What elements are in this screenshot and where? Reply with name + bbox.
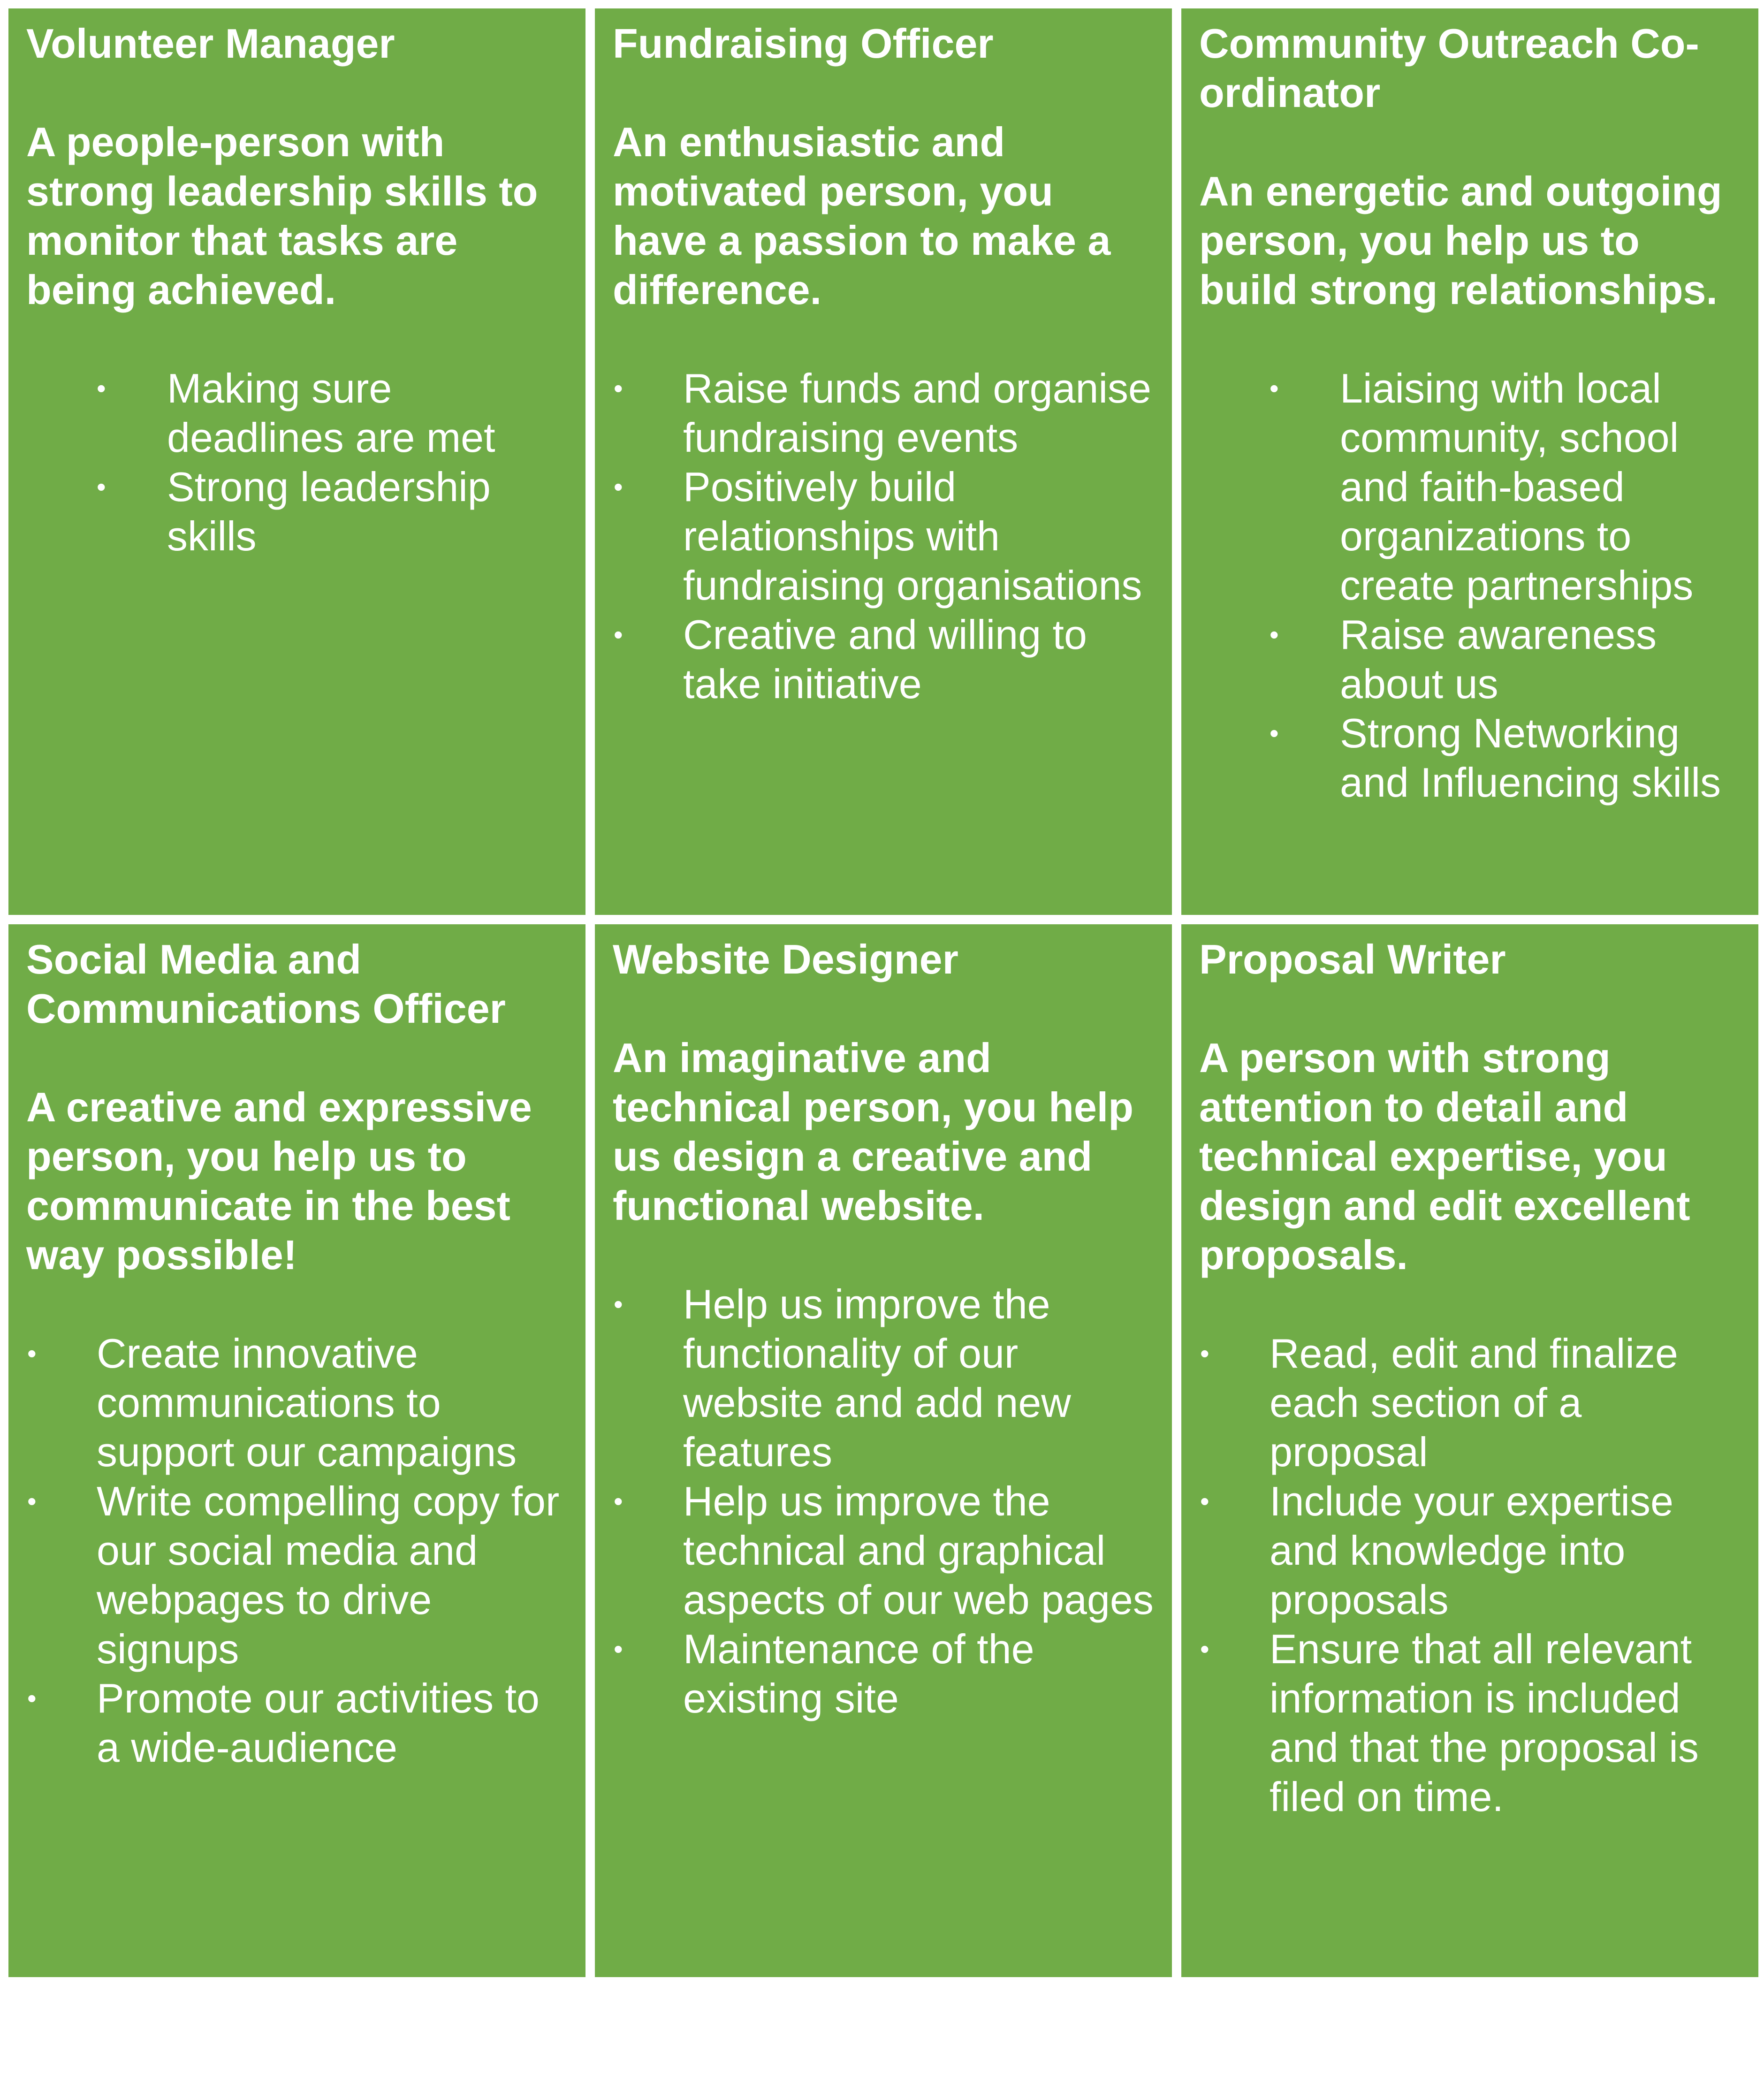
role-duties-list (613, 1279, 1155, 1723)
list-item-text: Maintenance of the existing site (683, 1626, 1034, 1721)
role-title: Fundraising Officer (613, 20, 994, 67)
list-item (26, 462, 569, 561)
list-item-text: Read, edit and finalize each section of a proposal (1270, 1330, 1678, 1475)
role-card-fundraising-officer (595, 8, 1172, 915)
list-item (613, 462, 1155, 610)
bullet-icon: • (614, 472, 623, 502)
list-item (613, 1624, 1155, 1723)
bullet-icon: • (1200, 1339, 1209, 1368)
role-duties-list (26, 1329, 569, 1772)
list-item (1199, 610, 1741, 708)
role-title: Website Designer (613, 936, 958, 982)
bullet-icon: • (27, 1683, 37, 1713)
list-item (1199, 364, 1741, 610)
list-item-text: Liaising with local community, school and faith-based organizations to create partnerships (1340, 365, 1694, 609)
role-title: Proposal Writer (1199, 936, 1506, 982)
list-item-text: Strong leadership skills (167, 464, 491, 559)
role-duties-list (26, 364, 569, 561)
role-title: Community Outreach Co-ordinator (1199, 20, 1699, 116)
role-card-community-outreach-coordinator (1181, 8, 1758, 915)
list-item-text: Positively build relationships with fundraising organisations (683, 464, 1142, 609)
role-description: An enthusiastic and motivated person, you have a passion to make a difference. (613, 119, 1111, 313)
role-title: Social Media and Communications Officer (26, 936, 506, 1032)
list-item-text: Ensure that all relevant information is included and that the proposal is filed on time. (1270, 1626, 1699, 1820)
role-description: An imaginative and technical person, you help us design a creative and functional website. (613, 1035, 1134, 1229)
bullet-icon: • (614, 1634, 623, 1664)
role-duties-list (613, 364, 1155, 708)
bullet-icon: • (1270, 373, 1279, 403)
list-item (613, 1279, 1155, 1477)
bullet-icon: • (614, 620, 623, 649)
bullet-icon: • (614, 1486, 623, 1516)
list-item-text: Creative and willing to take initiative (683, 611, 1087, 707)
role-card-volunteer-manager (8, 8, 585, 915)
list-item (1199, 1624, 1741, 1821)
bullet-icon: • (614, 373, 623, 403)
role-description: A person with strong attention to detail and technical expertise, you design and edit excellent proposals. (1199, 1035, 1690, 1278)
list-item-text: Raise awareness about us (1340, 611, 1657, 707)
list-item (26, 364, 569, 462)
list-item-text: Include your expertise and knowledge into proposals (1270, 1478, 1673, 1623)
list-item (1199, 1329, 1741, 1477)
list-item-text: Promote our activities to a wide-audience (97, 1675, 540, 1771)
list-item-text: Write compelling copy for our social media and webpages to drive signups (97, 1478, 560, 1672)
role-description: An energetic and outgoing person, you help us to build strong relationships. (1199, 168, 1722, 313)
role-card-social-media-officer (8, 924, 585, 1977)
bullet-icon: • (1270, 718, 1279, 748)
bullet-icon: • (1270, 620, 1279, 649)
bullet-icon: • (97, 373, 106, 403)
role-card-proposal-writer (1181, 924, 1758, 1977)
list-item-text: Strong Networking and Influencing skills (1340, 710, 1721, 806)
roles-grid (8, 8, 1758, 1984)
list-item (26, 1674, 569, 1772)
role-title: Volunteer Manager (26, 20, 395, 67)
role-duties-list (1199, 1329, 1741, 1821)
list-item-text: Help us improve the functionality of our website and add new features (683, 1281, 1071, 1475)
list-item-text: Create innovative communications to support our campaigns (97, 1330, 517, 1475)
bullet-icon: • (27, 1339, 37, 1368)
list-item (26, 1329, 569, 1477)
list-item-text: Help us improve the technical and graphical aspects of our web pages (683, 1478, 1154, 1623)
list-item (613, 364, 1155, 462)
list-item-text: Raise funds and organise fundraising events (683, 365, 1151, 461)
role-description: A people-person with strong leadership skills to monitor that tasks are being achieved. (26, 119, 538, 313)
list-item (613, 1477, 1155, 1624)
role-card-website-designer (595, 924, 1172, 1977)
bullet-icon: • (27, 1486, 37, 1516)
role-description: A creative and expressive person, you help us to communicate in the best way possible! (26, 1084, 532, 1278)
bullet-icon: • (614, 1289, 623, 1319)
bullet-icon: • (1200, 1634, 1209, 1664)
list-item (613, 610, 1155, 708)
list-item (1199, 1477, 1741, 1624)
list-item (26, 1477, 569, 1674)
bullet-icon: • (1200, 1486, 1209, 1516)
bullet-icon: • (97, 472, 106, 502)
list-item (1199, 708, 1741, 807)
role-duties-list (1199, 364, 1741, 807)
list-item-text: Making sure deadlines are met (167, 365, 495, 461)
